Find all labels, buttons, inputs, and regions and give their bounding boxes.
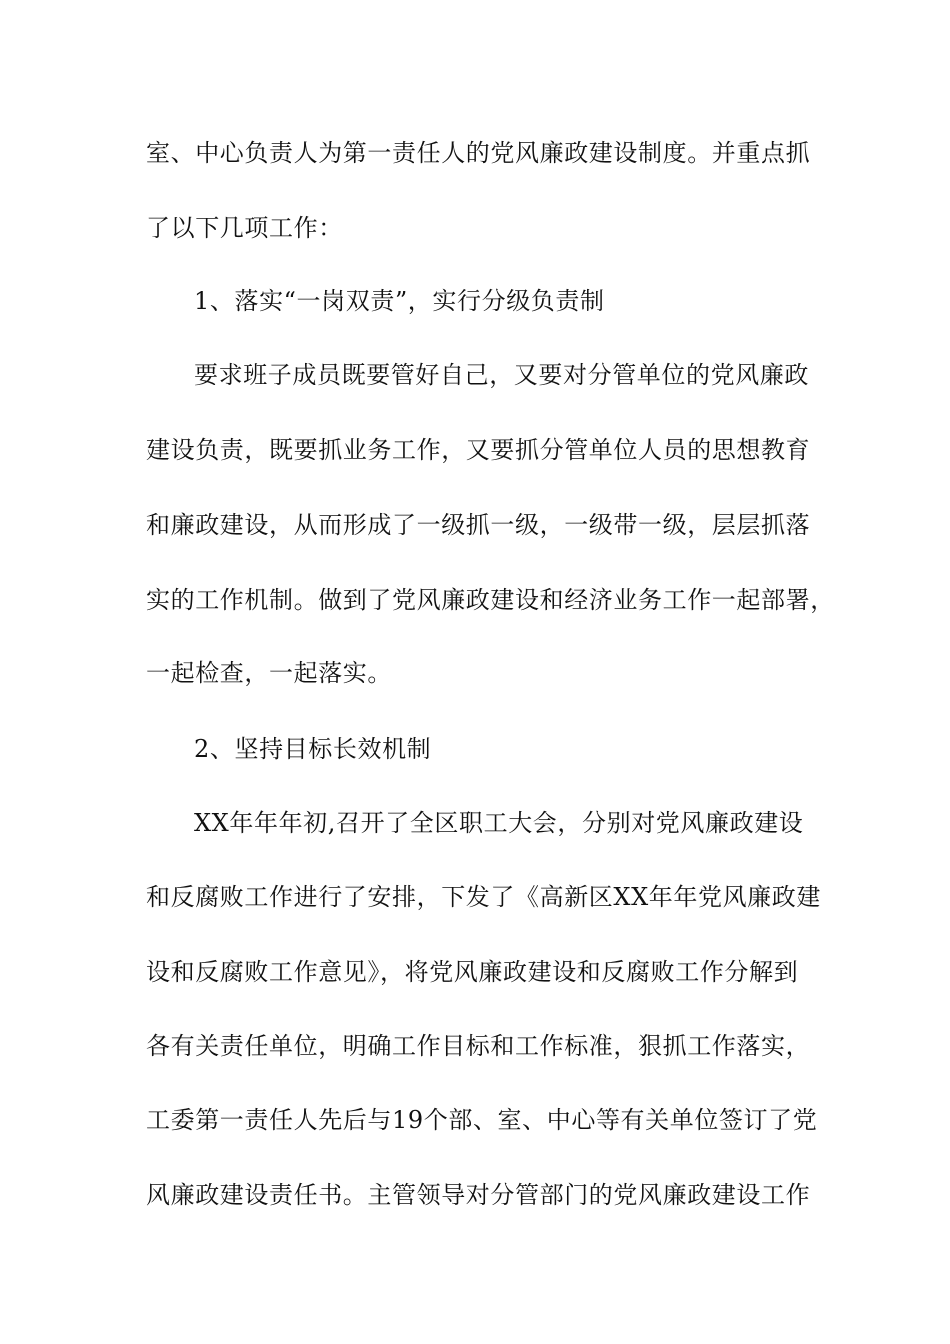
text-line-15: 风廉政建设责任书。主管领导对分管部门的党风廉政建设工作 — [146, 1181, 811, 1209]
text-line-6: 和廉政建设，从而形成了一级抓一级，一级带一级，层层抓落 — [146, 511, 811, 539]
section-heading-1: 1、落实“一岗双责”，实行分级负责制 — [194, 287, 605, 315]
section-heading-2: 2、坚持目标长效机制 — [194, 735, 432, 763]
text-line-14: 工委第一责任人先后与19个部、室、中心等有关单位签订了党 — [146, 1106, 818, 1134]
text-line-12: 设和反腐败工作意见》，将党风廉政建设和反腐败工作分解到 — [146, 958, 799, 986]
text-line-1: 室、中心负责人为第一责任人的党风廉政建设制度。并重点抓 — [146, 139, 811, 167]
text-line-13: 各有关责任单位，明确工作目标和工作标准，狠抓工作落实， — [146, 1032, 811, 1060]
text-line-7: 实的工作机制。做到了党风廉政建设和经济业务工作一起部署， — [146, 586, 835, 614]
text-line-2: 了以下几项工作： — [146, 214, 343, 242]
text-line-4: 要求班子成员既要管好自己，又要对分管单位的党风廉政 — [194, 361, 809, 389]
text-line-8: 一起检查，一起落实。 — [146, 659, 392, 687]
text-line-5: 建设负责，既要抓业务工作，又要抓分管单位人员的思想教育 — [146, 436, 811, 464]
text-line-11: 和反腐败工作进行了安排，下发了《高新区XX年年党风廉政建 — [146, 883, 821, 911]
text-line-10: XX年年年初,召开了全区职工大会，分别对党风廉政建设 — [194, 809, 804, 837]
